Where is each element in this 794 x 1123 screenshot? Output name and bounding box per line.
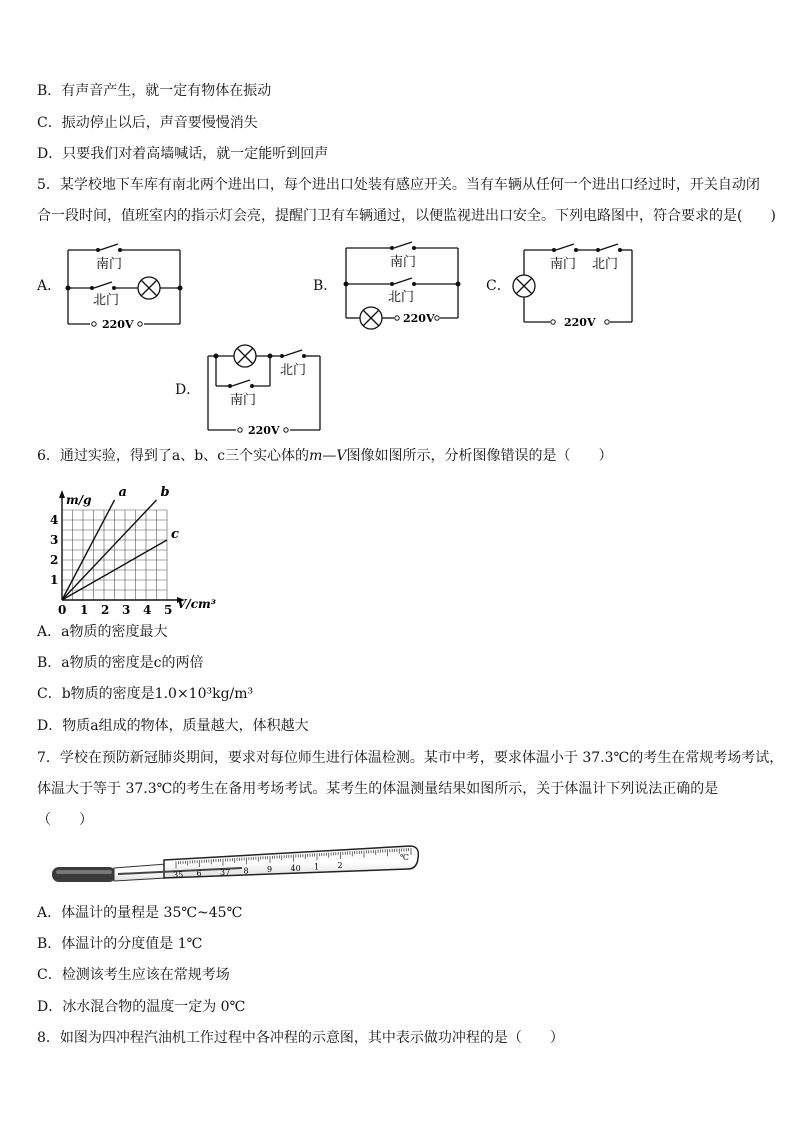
circuit-a-south-label: 南门 [96, 257, 123, 272]
circuit-a-north-label: 北门 [93, 293, 120, 308]
series-label-c: c [171, 527, 179, 542]
x-tick-label: 3 [122, 603, 131, 616]
q7-stem-line1: 7．学校在预防新冠肺炎期间，要求对每位师生进行体温检测。某市中考，要求体温小于 37.3℃的考生在常规考场考试， [37, 750, 784, 766]
thermometer-scale-label: 9 [267, 865, 273, 875]
q7-option-b: B．体温计的分度值是 1℃ [37, 936, 203, 952]
x-tick-label: 1 [80, 603, 89, 616]
circuit-b [340, 238, 470, 335]
q5-label-b: B． [313, 278, 338, 294]
circuit-b-north-label: 北门 [388, 290, 415, 305]
thermometer-bulb [52, 867, 116, 882]
thermometer-scale-label: 37 [220, 867, 231, 877]
q7-option-a: A．体温计的量程是 35℃~45℃ [37, 905, 243, 921]
x-tick-label: 5 [164, 603, 173, 616]
mv-chart [35, 476, 225, 616]
q5-label-c: C． [486, 278, 511, 294]
circuit-c-north-label: 北门 [592, 257, 619, 272]
thermometer-scale-label: 1 [314, 862, 320, 872]
y-axis-label: m/g [66, 493, 92, 507]
x-tick-label: 2 [101, 603, 110, 616]
circuit-d-voltage: 220V [248, 424, 280, 437]
q5-stem-line1: 5．某学校地下车库有南北两个进出口，每个进出口处装有感应开关。当有车辆从任何一个进出口经过时，开关自动闭 [37, 177, 760, 193]
x-tick-label: 4 [143, 603, 152, 616]
y-tick-label: 2 [50, 553, 59, 567]
y-tick-label: 4 [50, 513, 59, 527]
q6-stem-post: 图像如图所示，分析图像错误的是（ ） [346, 448, 613, 464]
x-axis-label: V/cm³ [177, 597, 216, 611]
thermometer-scale-label: 8 [243, 866, 249, 876]
circuit-b-voltage: 220V [403, 312, 435, 325]
circuit-a [60, 238, 195, 333]
y-tick-label: 1 [50, 573, 59, 587]
circuit-b-south-label: 南门 [390, 255, 417, 270]
q7-option-d: D．冰水混合物的温度一定为 0℃ [37, 999, 246, 1015]
q6-option-a: A．a物质的密度最大 [37, 624, 168, 640]
circuit-d [200, 340, 330, 438]
circuit-c [510, 238, 640, 330]
circuit-c-south-label: 南门 [550, 257, 577, 272]
thermometer-unit: ℃ [400, 853, 409, 862]
circuit-d-south-label: 南门 [230, 393, 257, 408]
thermometer-scale-label: 40 [290, 863, 301, 873]
series-label-a: a [118, 485, 127, 500]
q5-label-a: A． [37, 278, 62, 294]
q6-option-d: D．物质a组成的物体，质量越大，体积越大 [37, 718, 309, 734]
y-tick-label: 3 [50, 533, 59, 547]
q4-option-b: B．有声音产生，就一定有物体在振动 [37, 83, 272, 99]
q4-option-d: D．只要我们对着高墙喊话，就一定能听到回声 [37, 146, 329, 162]
thermometer-scale-label: 6 [196, 869, 202, 879]
circuit-c-voltage: 220V [564, 316, 596, 329]
q7-stem-line3: （ ） [37, 812, 93, 828]
q5-stem-line2: 合一段时间，值班室内的指示灯会亮，提醒门卫有车辆通过，以便监视进出口安全。下列电路图中，符合要求的是( ) [37, 208, 776, 224]
q6-option-b: B．a物质的密度是c的两倍 [37, 655, 204, 671]
q4-option-c: C．振动停止以后，声音要慢慢消失 [37, 115, 258, 131]
circuit-d-north-label: 北门 [280, 363, 307, 378]
circuit-a-voltage: 220V [102, 318, 134, 331]
q6-option-c: C．b物质的密度是1.0×10³kg/m³ [37, 686, 254, 702]
q6-stem-mv: m—V [309, 448, 347, 464]
y-axis-arrow [59, 490, 65, 498]
thermometer-scale-label: 35 [173, 870, 184, 880]
q6-stem [37, 446, 612, 466]
thermometer-scale-label: 2 [337, 861, 343, 871]
x-tick-label: 0 [58, 603, 67, 616]
q5-label-d: D． [175, 382, 201, 398]
q8-stem: 8．如图为四冲程汽油机工作过程中各冲程的示意图，其中表示做功冲程的是（ ） [37, 1030, 564, 1046]
series-label-b: b [160, 485, 170, 500]
q6-stem-pre: 6．通过实验，得到了a、b、c三个实心体的 [37, 448, 310, 464]
thermometer-figure [48, 838, 423, 890]
q7-stem-line2: 体温大于等于 37.3℃的考生在备用考场考试。某考生的体温测量结果如图所示，关于体温计下列说法正确的是 [37, 781, 719, 797]
q7-option-c: C．检测该考生应该在常规考场 [37, 967, 230, 983]
